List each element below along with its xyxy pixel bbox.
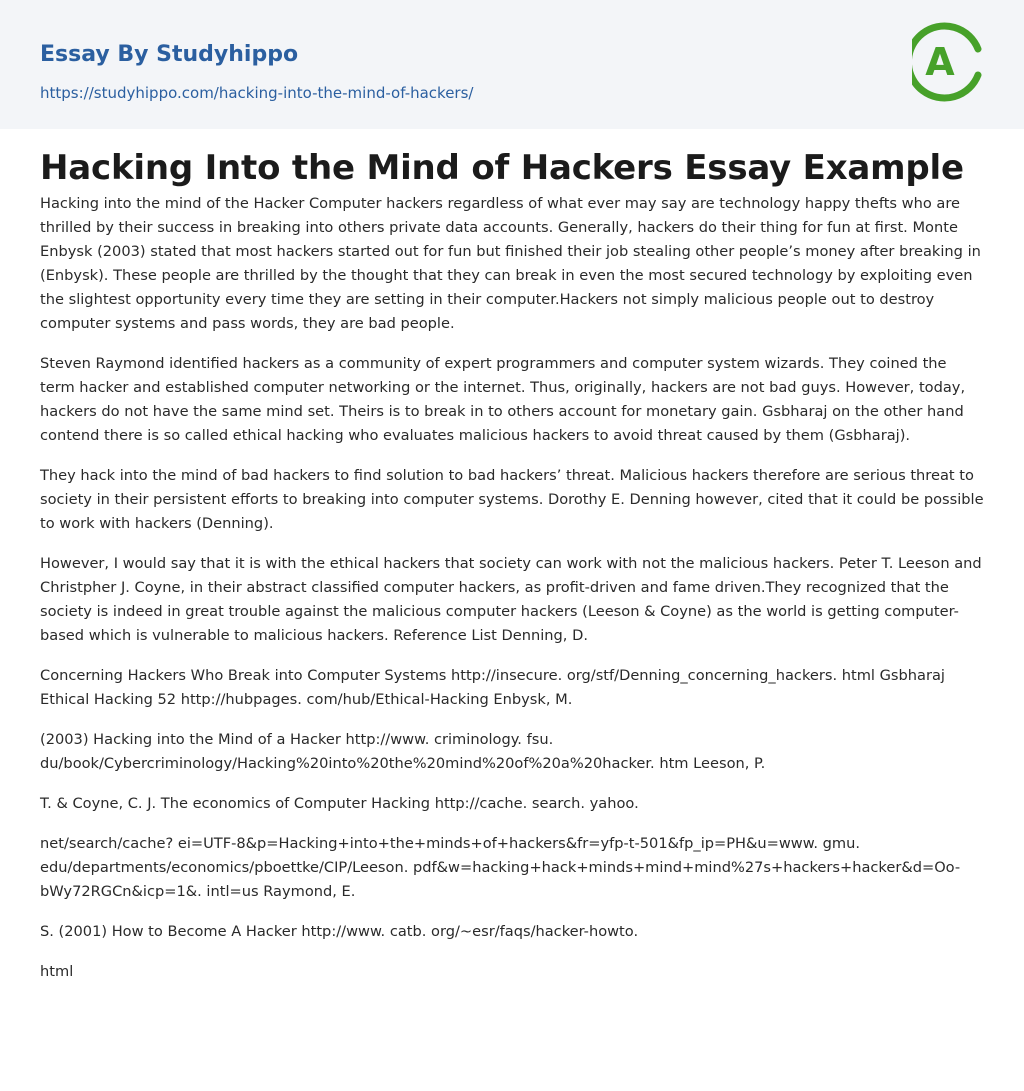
studyhippo-logo-icon[interactable] — [912, 19, 986, 105]
paragraph-4: However, I would say that it is with the ethical hackers that society can work with not the malicious hackers. Peter T. Leeson and Christpher J. Coyne, in their abstract classified computer hackers, as profit-driven and fame driven.They recognized that the society is indeed in great trouble against the malicious computer hackers (Leeson & Coyne) as the world is getting computer-based which is vulnerable to malicious hackers. Reference List Denning, D. — [40, 555, 982, 644]
logo-letter: A — [925, 40, 955, 84]
reference-paragraph-4: net/search/cache? ei=UTF-8&p=Hacking+into+the+minds+of+hackers&fr=yfp-t-501&fp_ip=PH&u=www. gmu. edu/departments/economics/pboettke/CIP/Leeson. pdf&w=hacking+hack+minds+mind+mind%27s+hackers+hacker&d=Oo-bWy72RGCn&icp=1&. intl=us Raymond, E. — [40, 835, 961, 900]
reference-paragraph-5: S. (2001) How to Become A Hacker http://www. catb. org/~esr/faqs/hacker-howto. — [40, 923, 639, 940]
paragraph-2: Steven Raymond identified hackers as a community of expert programmers and computer system wizards. They coined the term hacker and established computer networking or the internet. Thus, originally, hackers are not bad guys. However, today, hackers do not have the same mind set. Theirs is to break in to others account for monetary gain. Gsbharaj on the other hand contend there is so called ethical hacking who evaluates malicious hackers to avoid threat caused by them (Gsbharaj). — [40, 355, 966, 444]
reference-paragraph-6: html — [40, 963, 74, 980]
article — [0, 129, 1024, 984]
site-header — [0, 0, 1024, 129]
paragraph-3: They hack into the mind of bad hackers to find solution to bad hackers’ threat. Malicious hackers therefore are serious threat to society in their persistent efforts to breaking into computer systems. Dorothy E. Denning however, cited that it could be possible to work with hackers (Denning). — [40, 467, 984, 532]
page-title: Hacking Into the Mind of Hackers Essay Example — [40, 148, 964, 188]
reference-paragraph-1: Concerning Hackers Who Break into Computer Systems http://insecure. org/stf/Denning_concerning_hackers. html Gsbharaj Ethical Hacking 52 http://hubpages. com/hub/Ethical-Hacking Enbysk, M. — [40, 667, 945, 708]
site-title[interactable]: Essay By Studyhippo — [40, 42, 299, 67]
reference-paragraph-3: T. & Coyne, C. J. The economics of Computer Hacking http://cache. search. yahoo. — [40, 795, 639, 812]
paragraph-1: Hacking into the mind of the Hacker Computer hackers regardless of what ever may say are technology happy thefts who are thrilled by their success in breaking into others private data accounts. Generally, hackers do their thing for fun at first. Monte Enbysk (2003) stated that most hackers started out for fun but finished their job stealing other people’s money after breaking in (Enbysk). These people are thrilled by the thought that they can break in even the most secured technology by exploiting even the slightest opportunity every time they are setting in their computer.Hackers not simply malicious people out to destroy computer systems and pass words, they are bad people. — [40, 195, 981, 332]
reference-paragraph-2: (2003) Hacking into the Mind of a Hacker http://www. criminology. fsu. du/book/Cybercriminology/Hacking%20into%20the%20mind%20of%20a%20hacker. htm Leeson, P. — [40, 731, 766, 772]
source-url-link[interactable]: https://studyhippo.com/hacking-into-the-mind-of-hackers/ — [40, 84, 474, 102]
